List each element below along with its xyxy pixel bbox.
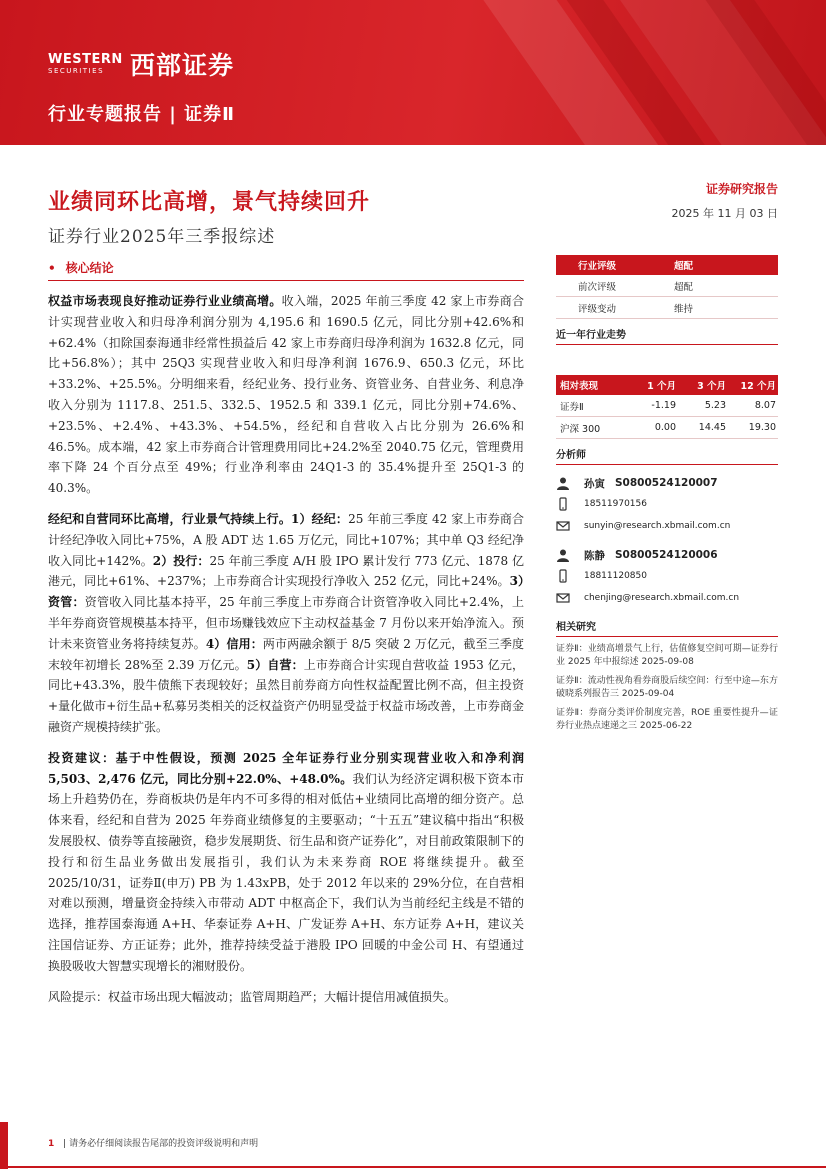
report-date: 2025 年 11 月 03 日: [671, 207, 778, 220]
analyst-phone: 18811120850: [584, 571, 647, 581]
header-banner: [0, 0, 826, 145]
rating-label: 行业评级: [578, 261, 617, 272]
related-item[interactable]: [556, 675, 778, 701]
related-item-text: 证券Ⅱ：业绩高增景气上行，估值修复空间可期—证券行业 2025 年中报综述 2025-09-08: [556, 644, 778, 667]
rating-row-label: 评级变动: [578, 303, 617, 315]
analyst-email[interactable]: sunyin@research.xbmail.com.cn: [584, 521, 731, 531]
rating-row: [556, 275, 778, 297]
footer-line: [0, 1166, 826, 1168]
related-research: [556, 619, 778, 733]
performance-header: [556, 375, 778, 395]
paragraph-lead: 投资建议：基于中性假设，预测 2025 全年证券行业分别实现营业收入和净利润 5,503、2,476 亿元，同比分别+22.0%、+48.0%。: [48, 750, 524, 786]
report-type: 证券研究报告: [705, 182, 778, 196]
analyst-id: S0800524120006: [615, 549, 718, 561]
email-icon: [556, 519, 570, 533]
email-icon: [556, 591, 570, 605]
analyst-card: [556, 545, 778, 609]
related-item[interactable]: [556, 707, 778, 733]
analyst-phone: 18511970156: [584, 499, 647, 509]
analyst-email[interactable]: chenjing@research.xbmail.com.cn: [584, 593, 740, 603]
analyst-name: 陈静: [584, 549, 605, 562]
phone-icon: [556, 569, 570, 583]
rating-header: [556, 255, 778, 275]
related-heading: 相关研究: [556, 619, 778, 637]
perf-col-3m: 3 个月: [697, 381, 726, 392]
trend-heading: 近一年行业走势: [556, 327, 778, 345]
paragraph-recommendation: [48, 748, 524, 977]
related-item[interactable]: [556, 643, 778, 669]
analyst-phone-row: [556, 493, 778, 515]
perf-1m: 0.00: [654, 422, 676, 433]
logo-en: WESTERN: [48, 52, 123, 67]
paragraph-business: [48, 509, 524, 738]
analyst-name-row: [556, 545, 778, 565]
paragraph-lead: 经纪和自营同环比高增，行业景气持续上行。: [48, 511, 291, 526]
report-sub-title: 证券行业2025年三季报综述: [48, 227, 276, 247]
paragraph-body: 我们认为经济定调积极下资本市场上升趋势仍在，券商板块仍是年内不可多得的相对低估+业绩同比高增的细分资产。总体来看，经纪和自营为 2025 年券商业绩修复的主要驱动；“十五五”建议稿中指出“积极发展股权、债券等直接融资，稳步发展期货、衍生品和资产证券化”，对目前政策限制下的投行和衍生品业务做出发展指引，我们认为未来券商 ROE 将继续提升。截至 2025/10/31，证券Ⅱ(申万) PB 为 1.43xPB，处于 2012 年以来的 29%分位，在自营相对难以预测，增量资金持续入市带动 ADT 中枢高企下，我们认为当前经纪主线是不错的选择，推荐国泰海通 A+H、华泰证券 A+H、广发证券 A+H、东方证券 A+H，建议关注国信证券、方正证券；此外，推荐持续受益于港股 IPO 回暖的中金公司 H、有望通过换股吸收大智慧实现增长的湘财股份。: [48, 771, 524, 973]
label-prop: 5）自营：: [246, 657, 304, 672]
perf-col-name: 相对表现: [560, 381, 599, 392]
banner-title: 行业专题报告 | 证券Ⅱ: [48, 104, 235, 125]
label-ib: 2）投行：: [152, 553, 210, 568]
perf-3m: 14.45: [698, 422, 726, 433]
rating-row: [556, 297, 778, 319]
logo-mark: [48, 47, 124, 81]
performance-row: [556, 417, 778, 439]
analyst-card: [556, 473, 778, 537]
label-brokerage: 1）经纪：: [290, 511, 349, 526]
logo-cn: 西部证券: [130, 51, 235, 80]
rating-value: 超配: [674, 261, 694, 272]
analyst-name: 孙寅: [584, 477, 605, 490]
related-item-text: 证券Ⅱ：券商分类评价制度完善，ROE 重要性提升—证券行业热点速递之三 2025-06-22: [556, 708, 778, 731]
analyst-heading: 分析师: [556, 447, 778, 465]
core-heading: [48, 255, 524, 281]
analyst-name-row: [556, 473, 778, 493]
bullet-icon: •: [48, 260, 56, 275]
related-item-text: 证券Ⅱ：流动性视角看券商股后续空间：行至中途—东方破晓系列报告三 2025-09-04: [556, 676, 778, 699]
perf-col-1m: 1 个月: [647, 381, 676, 392]
perf-1m: -1.19: [651, 400, 676, 411]
text-credit: 两市两融余额于 8/5 突破 2 万亿元，截至三季度末较年初增长 28%至 2.39 万亿元。: [48, 636, 524, 672]
paragraph-body: 收入端，2025 年前三季度 42 家上市券商合计实现营业收入和归母净利润分别为 4,195.6 和 1690.5 亿元，同比分别+42.6%和+62.4%（扣除国泰海通非经常性损益后 42 家上市券商归母净利润为 1632.8 亿元，同比+56.8%）；其中 25Q3 实现营业收入和归母净利润 1676.9、650.3 亿元，环比+33.2%、+25.5%。分明细来看，经纪业务、投行业务、资管业务、自营业务、利息净收入分别为 1117.8、251.5、332.5、1952.5 和 339.1 亿元，同比分别+74.6%、+23.5%、+2.4%、+43.3%、+54.5%，经纪和自营收入占比分别为 26.6%和 46.5%。成本端，42 家上市券商合计管理费用同比+24.2%至 2040.75 亿元，管理费用率下降 24 个百分点至 49%；行业净利率由 24Q1-3 的 35.4%提升至 25Q1-3 的 40.3%。: [48, 294, 524, 496]
text-prop: 上市券商合计实现自营收益 1953 亿元，同比+43.3%，股牛债熊下表现较好；虽然目前券商方向性权益配置比例不高，但主投资+量化做市+衍生品+私募另类相关的泛权益资产仍明显受益于权益市场改善，上市券商金融资产规模持续扩张。: [48, 657, 524, 734]
analyst-phone-row: [556, 565, 778, 587]
rating-row-value: 超配: [674, 281, 694, 293]
label-am: 3）资管：: [48, 574, 524, 610]
perf-col-12m: 12 个月: [740, 381, 776, 392]
company-logo: [48, 46, 234, 82]
label-credit: 4）信用：: [205, 636, 263, 651]
person-icon: [556, 548, 570, 562]
logo-en-sub: SECURITIES: [48, 67, 105, 75]
analyst-id: S0800524120007: [615, 477, 718, 489]
footer-accent-bar: [0, 1122, 8, 1169]
core-conclusion: [48, 255, 524, 1017]
performance-row: [556, 395, 778, 417]
sidebar: [556, 255, 778, 733]
text-brokerage: 25 年前三季度 42 家上市券商合计经纪净收入同比+75%，A 股 ADT 达 1.65 万亿元，同比+107%；其中单 Q3 经纪净收入同比+142%。: [48, 511, 524, 568]
page-number: 1: [48, 1139, 55, 1149]
phone-icon: [556, 497, 570, 511]
perf-12m: 8.07: [754, 400, 776, 411]
perf-3m: 5.23: [704, 400, 726, 411]
person-icon: [556, 476, 570, 490]
core-heading-text: 核心结论: [65, 261, 114, 275]
paragraph-performance: [48, 291, 524, 499]
footer-sep: |: [63, 1139, 67, 1149]
perf-name: 证券Ⅱ: [560, 401, 584, 413]
perf-12m: 19.30: [748, 422, 776, 433]
analyst-email-row: [556, 587, 778, 609]
rating-row-value: 维持: [674, 303, 694, 315]
page-footer: [48, 1136, 258, 1149]
footer-note: 请务必仔细阅读报告尾部的投资评级说明和声明: [69, 1139, 259, 1149]
analyst-email-row: [556, 515, 778, 537]
text-am: 资管收入同比基本持平，25 年前三季度上市券商合计资管净收入同比+2.4%，上半年券商资管规模基本持平，但市场赚钱效应下主动权益基金 7 月份以来开始净流入。预计未来资管业务将持续复苏。: [48, 595, 524, 651]
paragraph-lead: 权益市场表现良好推动证券行业业绩高增。: [48, 294, 282, 308]
rating-row-label: 前次评级: [578, 281, 617, 293]
paragraph-risk: 风险提示：权益市场出现大幅波动；监管周期趋严；大幅计提信用减值损失。: [48, 989, 457, 1004]
report-main-title: 业绩同环比高增，景气持续回升: [48, 189, 371, 215]
perf-name: 沪深 300: [560, 423, 601, 435]
text-ib: 25 年前三季度 A/H 股 IPO 累计发行 773 亿元、1878 亿港元，同比+61%、+237%；上市券商合计实现投行净收入 252 亿元，同比+24%。: [48, 553, 524, 589]
